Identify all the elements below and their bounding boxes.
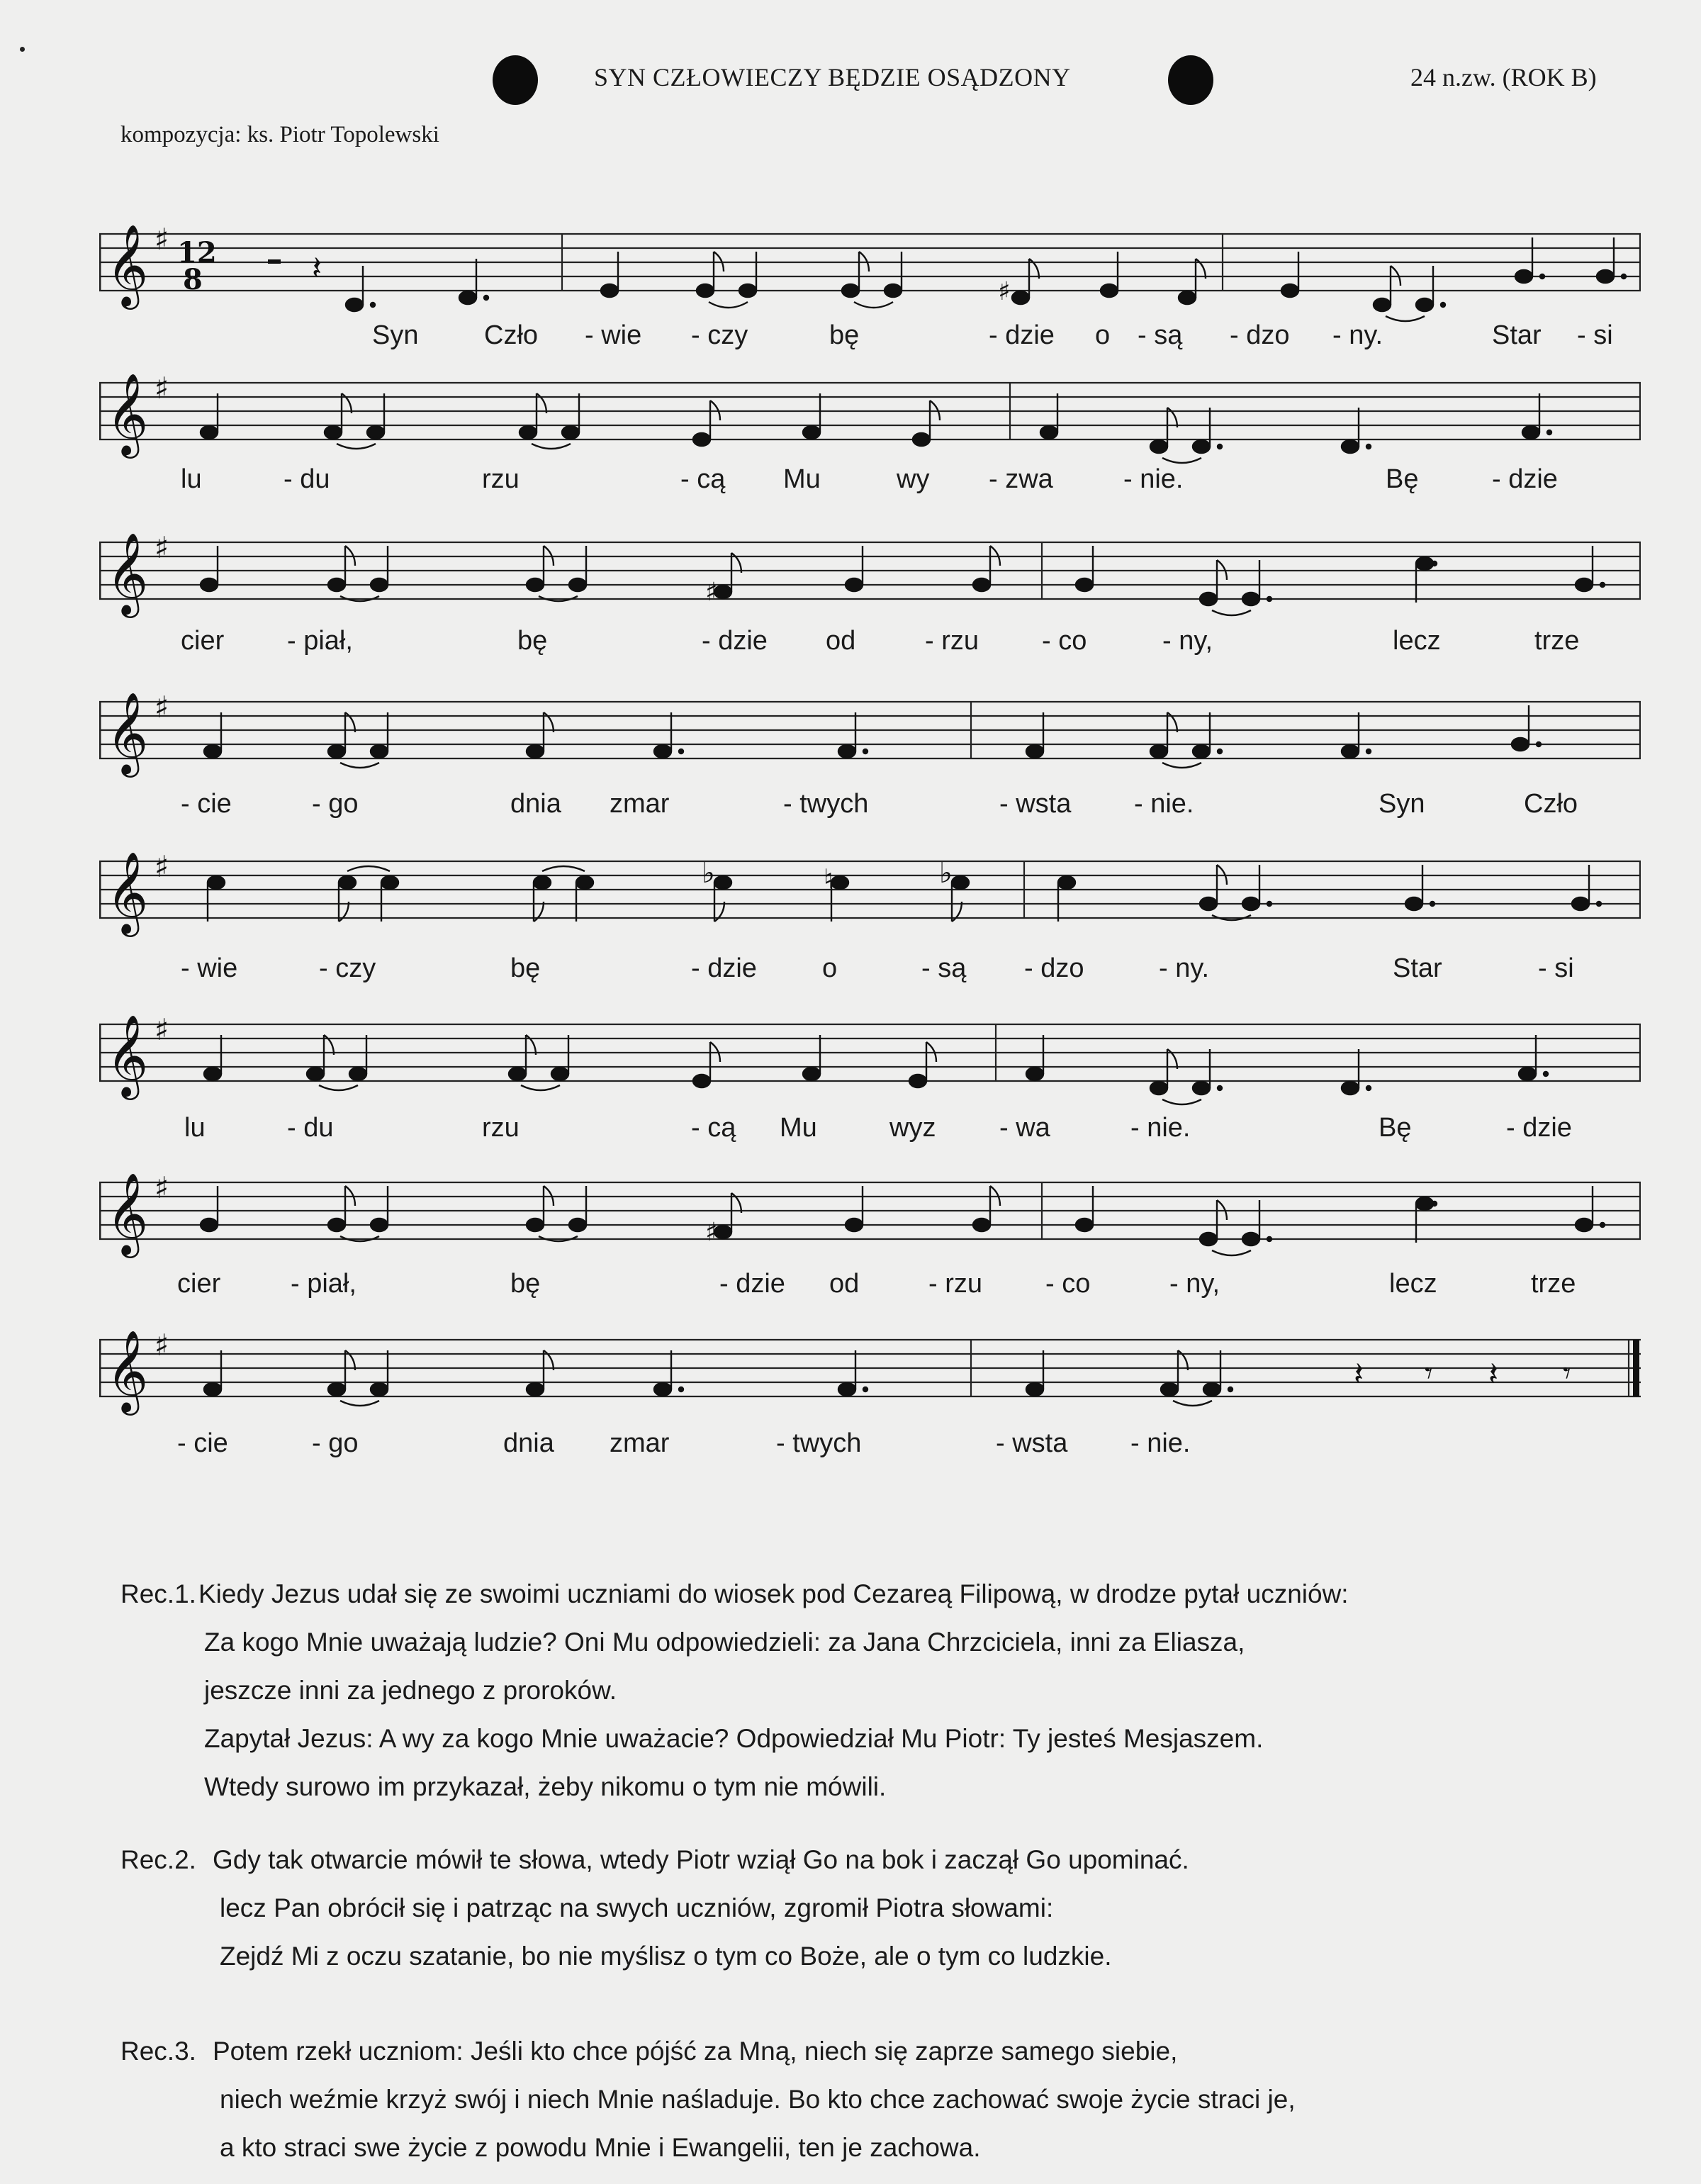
music-staff-1 — [99, 206, 1641, 326]
lyric-syllable: - du — [284, 464, 330, 494]
lyric-syllable: - dzie — [1506, 1113, 1572, 1143]
lyrics-line-1 — [0, 320, 1701, 354]
lyric-syllable: - du — [287, 1113, 334, 1143]
music-staff-4 — [99, 673, 1641, 794]
lyric-syllable: zmar — [610, 1428, 670, 1458]
lyrics-line-5 — [0, 953, 1701, 987]
lyric-syllable: - piał, — [287, 626, 353, 656]
lyric-syllable: - twych — [783, 789, 869, 819]
treble-clef-icon: 𝄞 — [106, 1014, 149, 1097]
sharp-icon: ♯ — [155, 849, 169, 884]
lyric-syllable: - zwa — [989, 464, 1053, 494]
music-staff-3 — [99, 514, 1641, 634]
lyric-syllable: lecz — [1389, 1269, 1437, 1299]
lyric-syllable: cier — [177, 1269, 221, 1299]
flat-accidental-icon: ♭ — [702, 857, 715, 890]
lyric-syllable: - twych — [776, 1428, 862, 1458]
recitative-label: Rec.2. — [120, 1845, 196, 1874]
treble-clef-icon: 𝄞 — [106, 372, 149, 455]
notes-staff-5 — [208, 865, 1601, 922]
time-signature-bottom: 8 — [183, 263, 203, 296]
music-staff-2 — [99, 354, 1641, 475]
recitative-line: jeszcze inni za jednego z proroków. — [204, 1676, 617, 1705]
treble-clef-icon: 𝄞 — [106, 1329, 149, 1412]
composer-credit: kompozycja: ks. Piotr Topolewski — [120, 122, 439, 147]
lyric-syllable: bę — [510, 953, 541, 983]
lyric-syllable: trze — [1534, 626, 1580, 656]
lyric-syllable: bę — [510, 1269, 541, 1299]
recitative-line: Zejdź Mi z oczu szatanie, bo nie myślisz o tym co Boże, ale o tym co ludzkie. — [220, 1942, 1112, 1971]
lyric-syllable: Bę — [1386, 464, 1419, 494]
lyrics-line-2 — [0, 464, 1701, 498]
lyric-syllable: - nie. — [1130, 1113, 1191, 1143]
music-staff-5 — [99, 833, 1641, 953]
lyric-syllable: wy — [897, 464, 930, 494]
lyric-syllable: - co — [1045, 1269, 1091, 1299]
lyric-syllable: - ny. — [1332, 320, 1383, 350]
lyric-syllable: od — [826, 626, 856, 656]
lyric-syllable: Bę — [1379, 1113, 1412, 1143]
quarter-rest-icon: 𝄽 — [1354, 1355, 1364, 1393]
lyric-syllable: o — [822, 953, 838, 983]
lyric-syllable: rzu — [482, 1113, 520, 1143]
lyric-syllable: - rzu — [928, 1269, 982, 1299]
lyrics-line-7 — [0, 1269, 1701, 1303]
lyric-syllable: - dzie — [719, 1269, 785, 1299]
recitative-3 — [120, 2027, 1296, 2172]
lyric-syllable: bę — [517, 626, 548, 656]
lyric-syllable: - dzie — [691, 953, 757, 983]
lyric-syllable: lu — [181, 464, 202, 494]
flat-accidental-icon: ♭ — [939, 857, 953, 890]
lyric-syllable: - dzo — [1230, 320, 1290, 350]
lyric-syllable: - cie — [177, 1428, 228, 1458]
lyric-syllable: - ny, — [1169, 1269, 1220, 1299]
lyric-syllable: - cą — [691, 1113, 736, 1143]
recitative-line: niech weźmie krzyż swój i niech Mnie naśladuje. Bo kto chce zachować swoje życie straci je, — [220, 2085, 1296, 2114]
lyric-syllable: - nie. — [1130, 1428, 1191, 1458]
lyric-syllable: - dzie — [1492, 464, 1558, 494]
song-title: SYN CZŁOWIECZY BĘDZIE OSĄDZONY — [594, 63, 1071, 91]
lyric-syllable: - si — [1538, 953, 1574, 983]
eighth-rest-icon: 𝄾 — [1563, 1355, 1571, 1391]
natural-accidental-icon: ♮ — [824, 863, 833, 895]
recitative-line: Gdy tak otwarcie mówił te słowa, wtedy Piotr wziął Go na bok i zaczął Go upominać. — [213, 1845, 1189, 1874]
lyric-syllable: - ny. — [1159, 953, 1210, 983]
lyric-syllable: - czy — [691, 320, 748, 350]
sharp-accidental-icon: ♯ — [705, 578, 718, 607]
notes-staff-8 — [204, 1350, 1233, 1406]
sharp-icon: ♯ — [155, 1328, 169, 1362]
quarter-rest-icon: 𝄽 — [312, 249, 322, 287]
lyric-syllable: - nie. — [1123, 464, 1184, 494]
lyric-syllable: lecz — [1393, 626, 1441, 656]
sharp-icon: ♯ — [155, 222, 169, 257]
lyric-syllable: - ny, — [1162, 626, 1213, 656]
sharp-icon: ♯ — [155, 1170, 169, 1205]
lyric-syllable: - go — [312, 1428, 359, 1458]
recitative-2 — [120, 1836, 1189, 1981]
lyric-syllable: - cie — [181, 789, 232, 819]
lyric-syllable: - dzie — [989, 320, 1055, 350]
sharp-accidental-icon: ♯ — [705, 1218, 718, 1247]
quarter-rest-icon: 𝄽 — [1488, 1355, 1499, 1393]
recitative-label: Rec.3. — [120, 2037, 196, 2066]
recitative-1 — [120, 1570, 1349, 1811]
lyric-syllable: - si — [1577, 320, 1613, 350]
music-staff-6 — [99, 996, 1641, 1116]
lyric-syllable: - czy — [319, 953, 376, 983]
notes-staff-6 — [204, 1035, 1548, 1104]
sharp-icon: ♯ — [155, 530, 169, 565]
recitative-line: Wtedy surowo im przykazał, żeby nikomu o tym nie mówili. — [204, 1772, 887, 1801]
lyric-syllable: wyz — [889, 1113, 936, 1143]
final-barline — [1633, 1340, 1639, 1396]
lyric-syllable: zmar — [610, 789, 670, 819]
lyric-syllable: dnia — [503, 1428, 554, 1458]
lyric-syllable: cier — [181, 626, 225, 656]
sharp-icon: ♯ — [155, 371, 169, 405]
treble-clef-icon: 𝄞 — [106, 532, 149, 615]
recitative-line: Kiedy Jezus udał się ze swoimi uczniami do wiosek pod Cezareą Filipową, w drodze pytał uczniów: — [198, 1579, 1349, 1608]
half-rest-icon — [268, 259, 281, 264]
lyric-syllable: - nie. — [1134, 789, 1194, 819]
lyric-syllable: rzu — [482, 464, 520, 494]
lyric-syllable: o — [1095, 320, 1111, 350]
lyric-syllable: od — [829, 1269, 860, 1299]
recitative-line: Zapytał Jezus: A wy za kogo Mnie uważacie? Odpowiedział Mu Piotr: Ty jesteś Mesjaszem. — [204, 1724, 1264, 1753]
sharp-accidental-icon: ♯ — [998, 277, 1011, 306]
lyric-syllable: - dzo — [1024, 953, 1084, 983]
lyric-syllable: dnia — [510, 789, 561, 819]
recitative-line: Za kogo Mnie uważają ludzie? Oni Mu odpowiedzieli: za Jana Chrzciciela, inni za Eliasza, — [204, 1628, 1245, 1657]
lyrics-line-4 — [0, 789, 1701, 823]
lyric-syllable: - wie — [585, 320, 642, 350]
liturgical-occasion: 24 n.zw. (ROK B) — [1410, 63, 1597, 91]
lyric-syllable: Star — [1492, 320, 1542, 350]
recitative-line: a kto straci swe życie z powodu Mnie i Ewangelii, ten je zachowa. — [220, 2133, 981, 2162]
notes-staff-1 — [346, 237, 1626, 321]
treble-clef-icon: 𝄞 — [106, 851, 149, 934]
lyric-syllable: - go — [312, 789, 359, 819]
time-signature-top: 12 — [177, 236, 217, 269]
lyric-syllable: Czło — [1524, 789, 1578, 819]
lyrics-line-8 — [0, 1428, 1701, 1462]
lyric-syllable: - rzu — [925, 626, 979, 656]
lyric-syllable: - co — [1042, 626, 1087, 656]
music-staff-8 — [99, 1311, 1641, 1432]
lyric-syllable: lu — [184, 1113, 206, 1143]
eighth-rest-icon: 𝄾 — [1425, 1355, 1433, 1391]
lyric-syllable: bę — [829, 320, 860, 350]
lyric-syllable: Syn — [372, 320, 419, 350]
music-staff-7 — [99, 1154, 1641, 1275]
treble-clef-icon: 𝄞 — [106, 223, 149, 306]
lyric-syllable: Mu — [783, 464, 821, 494]
lyric-syllable: Czło — [484, 320, 539, 350]
sharp-icon: ♯ — [155, 690, 169, 724]
lyric-syllable: Syn — [1379, 789, 1425, 819]
punch-hole-left — [493, 55, 538, 105]
paper-speck — [20, 47, 25, 52]
lyric-syllable: - wsta — [999, 789, 1072, 819]
lyrics-line-3 — [0, 626, 1701, 660]
lyric-syllable: Mu — [780, 1113, 817, 1143]
treble-clef-icon: 𝄞 — [106, 1172, 149, 1255]
lyric-syllable: - wsta — [996, 1428, 1068, 1458]
lyric-syllable: - piał, — [291, 1269, 357, 1299]
lyric-syllable: - są — [1138, 320, 1183, 350]
punch-hole-right — [1168, 55, 1213, 105]
sharp-icon: ♯ — [155, 1012, 169, 1047]
lyric-syllable: trze — [1531, 1269, 1576, 1299]
notes-staff-2 — [201, 393, 1551, 463]
lyric-syllable: - wa — [999, 1113, 1050, 1143]
recitative-line: lecz Pan obrócił się i patrząc na swych uczniów, zgromił Piotra słowami: — [220, 1893, 1054, 1922]
lyric-syllable: - dzie — [702, 626, 768, 656]
lyric-syllable: - są — [921, 953, 967, 983]
lyrics-line-6 — [0, 1113, 1701, 1147]
treble-clef-icon: 𝄞 — [106, 691, 149, 774]
lyric-syllable: - wie — [181, 953, 238, 983]
recitative-line: Potem rzekł uczniom: Jeśli kto chce pójść za Mną, niech się zaprze samego siebie, — [213, 2037, 1178, 2066]
recitative-label: Rec.1. — [120, 1579, 196, 1608]
lyric-syllable: Star — [1393, 953, 1442, 983]
lyric-syllable: - cą — [680, 464, 726, 494]
